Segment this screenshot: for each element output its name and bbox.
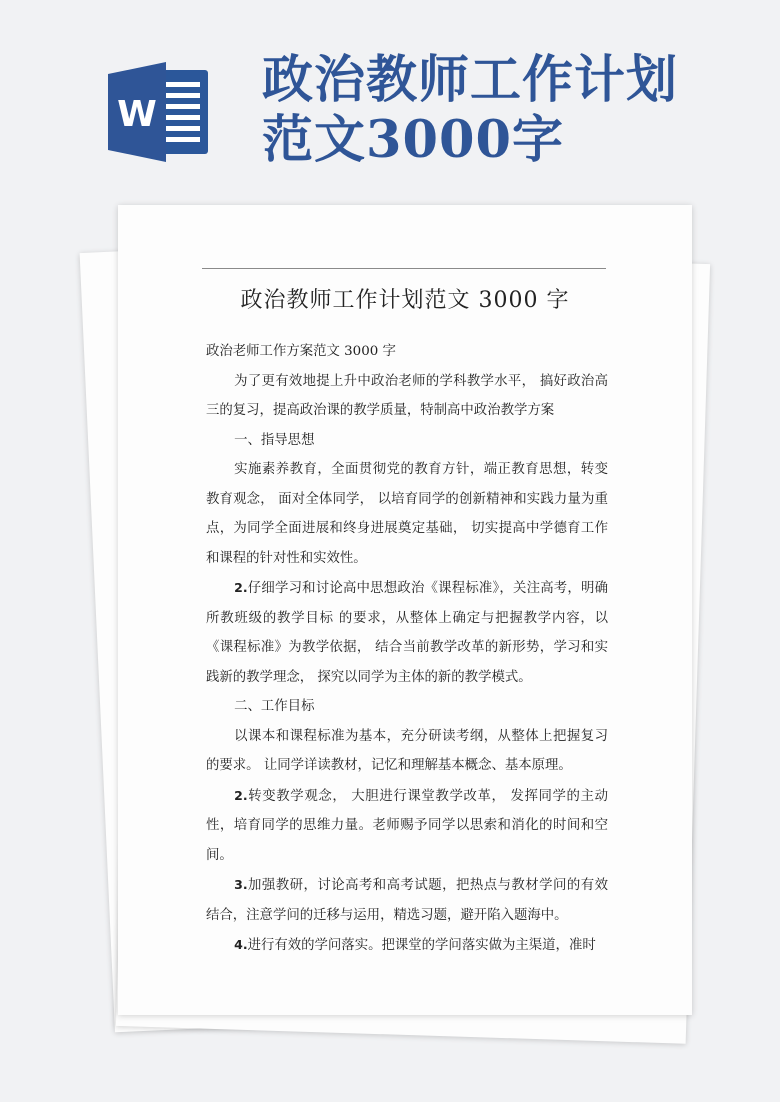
document-body [206, 337, 608, 961]
paragraph: 以课本和课程标准为基本，充分研读考纲，从整体上把握复习的要求。 让同学详读教材，记忆和理解基本概念、基本原理。 [206, 728, 608, 773]
paragraph: 2.转变教学观念， 大胆进行课堂教学改革， 发挥同学的主动性，培育同学的思维力量。老师赐予同学以思索和消化的时间和空间。 [206, 787, 608, 863]
paragraph: 政治老师工作方案范文 3000 字 [206, 344, 396, 359]
banner-title-line1: 政治教师工作计划 [262, 50, 679, 110]
banner-title [262, 50, 732, 170]
section-heading: 二、工作目标 [234, 699, 315, 714]
section-heading: 一、指导思想 [234, 432, 315, 448]
paragraph: 4.进行有效的学问落实。把课堂的学问落实做为主渠道，准时 [234, 937, 596, 953]
document-page [118, 205, 692, 1015]
word-logo-icon [108, 62, 210, 162]
word-logo-letter: W [117, 94, 157, 135]
header-rule [202, 268, 606, 269]
banner-title-line2: 范文3000字 [262, 110, 564, 170]
document-title: 政治教师工作计划范文 3000 字 [240, 288, 570, 313]
paragraph: 为了更有效地提上升中政治老师的学科教学水平， 搞好政治高三的复习，提高政治课的教学质量，特制高中政治教学方案 [206, 373, 608, 418]
paragraph: 3.加强教研，讨论高考和高考试题，把热点与教材学问的有效结合，注意学问的迁移与运用，精选习题，避开陷入题海中。 [206, 877, 608, 923]
paragraph: 实施素养教育，全面贯彻党的教育方针，端正教育思想，转变教育观念， 面对全体同学， 以培育同学的创新精神和实践力量为重点，为同学全面进展和终身进展奠定基础， 切实提高中学德育工作和课程的针对性和实效性。 [206, 462, 608, 566]
paragraph: 2.仔细学习和讨论高中思想政治《课程标准》，关注高考，明确所教班级的教学目标 的要求，从整体上确定与把握教学内容，以《课程标准》为教学依据， 结合当前教学改革的新形势，学习和实践新的教学理念， 探究以同学为主体的新的教学模式。 [206, 580, 608, 685]
